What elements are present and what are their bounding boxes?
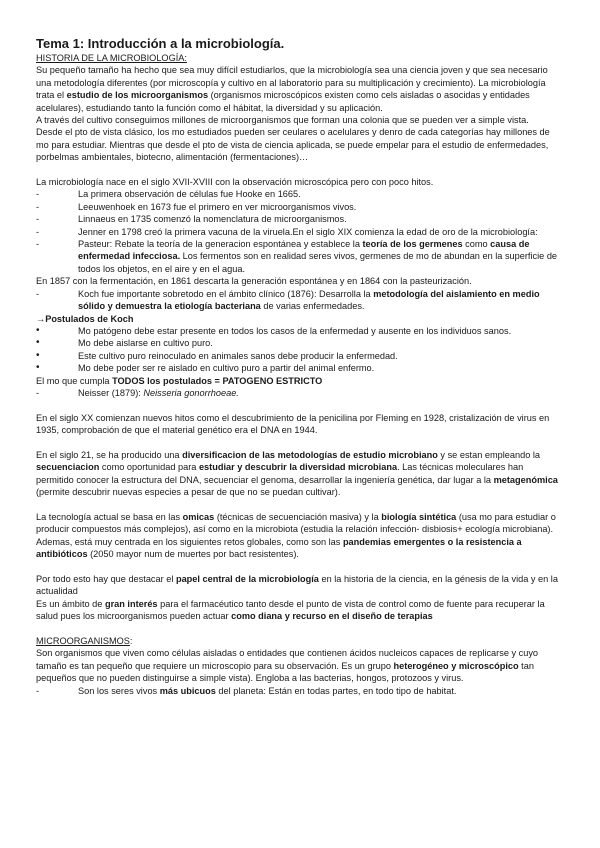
postulate-1: • Mo patógeno debe estar presente en todos los casos de la enfermedad y ausente en los individuos sanos. — [36, 325, 560, 337]
postulate-2: • Mo debe aislarse en cultivo puro. — [36, 337, 560, 349]
list-item-ubicuos: - Son los seres vivos más ubicuos del planeta: Están en todas partes, en todo tipo de habitat. — [36, 685, 560, 697]
postulate-3: • Este cultivo puro reinoculado en animales sanos debe producir la enfermedad. — [36, 350, 560, 362]
microorganisms-paragraph: Son organismos que viven como células aisladas o entidades que contienen ácidos nucleicos capaces de replicarse y cuyo tamaño es tan pequeño que requiere un microscopio para su observación. Es un grupo heterogéneo y microscópico tan pequeños que no pueden distinguirse a simple vista). Engloba a las bacterias, hongos, protozoos y virus. — [36, 648, 539, 684]
siglo-xx-paragraph: En el siglo XX comienzan nuevos hitos como el descubrimiento de la penicilina por Fleming en 1928, cristalización de virus en 1935, comprobación de que el material genético era el DNA en 1944. — [36, 412, 550, 436]
history-intro: La microbiología nace en el siglo XVII-XVIII con la observación microscópica pero con poco hitos. — [36, 177, 434, 188]
intro-paragraph-1: Su pequeño tamaño ha hecho que sea muy difícil estudiarlos, que la microbiología sea una ciencia joven y que sea necesario una metodología diferentes (por microscopía y cultivo en al laboratorio para su multiplicación y crecimiento). La microbiología trata el estudio de los microorganismos (organismos microscópicos existen como cels aisladas o asocidas y entidades acelulares), estudiando tanto la función como el hábitat, la diversidad y su aplicación. — [36, 65, 548, 113]
history-heading: HISTORIA DE LA MICROBIOLOGÍA: — [36, 53, 187, 63]
tecnologia-paragraph: La tecnología actual se basa en las omicas (técnicas de secuenciación masiva) y la biología sintética (usa mo para estudiar o producir compuestos más complejos), así como en la microbiota (estudia la relación infección- disbiosis+ ecología microbiana). Ademas, está muy centrada en los siguientes retos globales, como son las pandemias emergentes o la resistencia a antibióticos (2050 mayor num de muertes por bact resistentes). — [36, 511, 556, 560]
koch-postulates-heading: →Postulados de Koch — [36, 313, 134, 324]
microorganisms-heading: MICROORGANISMOS: — [36, 636, 133, 646]
list-item-jenner: - Jenner en 1798 creó la primera vacuna de la viruela.En el siglo XIX comienza la edad de oro de la microbiología: — [36, 226, 560, 238]
page-title: Tema 1: Introducción a la microbiología. — [36, 36, 285, 51]
strict-pathogen-line: El mo que cumpla TODOS los postulados = PATOGENO ESTRICTO — [36, 375, 323, 386]
siglo-21-paragraph: En el siglo 21, se ha producido una diversificacion de las metodologías de estudio microbiano y se estan empleando la secuenciacion como oportunidad para estudiar y descubrir la diversidad microbiana. Las técnicas moleculares han permitido conocer la estructura del DNA, secuenciar el genoma, desarrollar la ingeniería genética, dar lugar a la metagenómica (permite descubrir nuevas especies a pesar de que no se puedan cultivar). — [36, 449, 558, 498]
history-1857: En 1857 con la fermentación, en 1861 descarta la generación espontánea y en 1864 con la pasteurización. — [36, 276, 472, 287]
list-item-neisser: - Neisser (1879): Neisseria gonorrhoeae. — [36, 387, 560, 399]
intro-paragraph-2: A través del cultivo conseguimos millones de microorganismos que forman una colonia que se pueden ver a simple vista. — [36, 115, 529, 126]
intro-paragraph-3: Desde el pto de vista clásico, los mo estudiados pueden ser ceulares o acelulares y denro de cada categorías hay millones de mo para estudiar. Mientras que desde el pto de vista de ciencia aplicada, se puede empelar para el estudio de enfermedades, porbelmas ambientales, biotecno, alimentación (fermentaciones)… — [36, 127, 550, 163]
interes-paragraph: Es un ámbito de gran interés para el farmacéutico tanto desde el punto de vista de control como de fuente para recuperar la salud pues los microorganismos pueden actuar como diana y recurso en el diseño de terapias — [36, 598, 545, 622]
postulate-4: • Mo debe poder ser re aislado en cultivo puro a partir del animal enfermo. — [36, 362, 560, 374]
list-item-pasteur: - Pasteur: Rebate la teoría de la generacion espontánea y establece la teoría de los germenes como causa de enfermedad infecciosa. Los fermentos son en realidad seres vivos, germenes de mo de abundan en la superficie de todos los objetos, en el aire y en el agua. — [36, 238, 560, 275]
papel-paragraph: Por todo esto hay que destacar el papel central de la microbiología en la historia de la ciencia, en la génesis de la vida y en la actualidad — [36, 573, 558, 597]
list-item-linnaeus: - Linnaeus en 1735 comenzó la nomenclatura de microorganismos. — [36, 213, 560, 225]
list-item-hooke: - La primera observación de células fue Hooke en 1665. — [36, 188, 560, 200]
list-item-leeuwenhoek: - Leeuwenhoek en 1673 fue el primero en ver microorganismos vivos. — [36, 201, 560, 213]
list-item-koch: - Koch fue importante sobretodo en el ámbito clínico (1876): Desarrolla la metodología del aislamiento en medio sólido y demuestra la etiología bacteriana de varias enfermedades. — [36, 288, 560, 313]
